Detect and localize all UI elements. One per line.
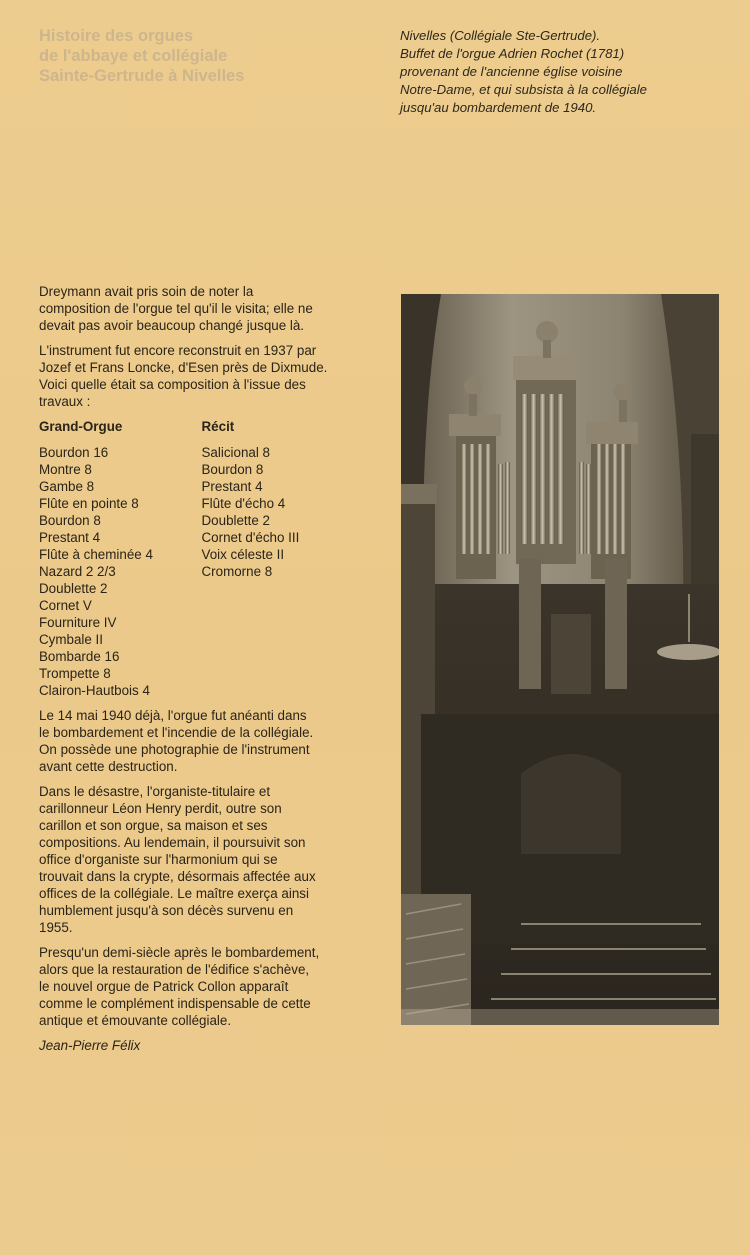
- stop-item: Flûte à cheminée 4: [39, 547, 153, 562]
- text-line: travaux :: [39, 394, 91, 409]
- paragraph-1: [39, 283, 364, 334]
- caption-line: jusqu'au bombardement de 1940.: [400, 100, 597, 115]
- text-line: avant cette destruction.: [39, 759, 178, 774]
- text-line: Dreymann avait pris soin de noter la: [39, 284, 254, 299]
- text-line: 1955.: [39, 920, 73, 935]
- grand-orgue-heading: Grand-Orgue: [39, 419, 123, 434]
- organ-photograph: [401, 294, 719, 1025]
- page-title: [39, 26, 339, 86]
- stop-item: Flûte en pointe 8: [39, 496, 139, 511]
- stop-item: Voix céleste II: [201, 547, 285, 562]
- text-line: le bombardement et l'incendie de la collégiale.: [39, 725, 314, 740]
- stop-item: Flûte d'écho 4: [201, 496, 286, 511]
- text-line: antique et émouvante collégiale.: [39, 1013, 232, 1028]
- stop-item: Gambe 8: [39, 479, 95, 494]
- stop-item: Cornet d'écho III: [201, 530, 300, 545]
- text-line: comme le complément indispensable de cette: [39, 996, 311, 1011]
- stop-item: Bourdon 8: [39, 513, 101, 528]
- title-line-1: Histoire des orgues: [39, 27, 194, 45]
- text-line: trouvait dans la crypte, désormais affectée aux: [39, 869, 316, 884]
- text-line: Dans le désastre, l'organiste-titulaire et: [39, 784, 271, 799]
- stop-item: Prestant 4: [201, 479, 263, 494]
- paragraph-5: [39, 944, 364, 1029]
- text-line: L'instrument fut encore reconstruit en 1937 par: [39, 343, 317, 358]
- paragraph-4: [39, 783, 364, 936]
- stop-item: Trompette 8: [39, 666, 111, 681]
- text-line: office d'organiste sur l'harmonium qui se: [39, 852, 278, 867]
- text-line: On possède une photographie de l'instrument: [39, 742, 310, 757]
- text-line: carillonneur Léon Henry perdit, outre son: [39, 801, 282, 816]
- stop-item: Bombarde 16: [39, 649, 120, 664]
- text-line: carillon et son orgue, sa maison et ses: [39, 818, 268, 833]
- organ-stop-list: [39, 418, 364, 699]
- caption-line: Buffet de l'orgue Adrien Rochet (1781): [400, 46, 625, 61]
- text-line: humblement jusqu'à son décès survenu en: [39, 903, 294, 918]
- caption-line: Nivelles (Collégiale Ste-Gertrude).: [400, 28, 601, 43]
- text-line: Voici quelle était sa composition à l'issue des: [39, 377, 306, 392]
- stop-item: Montre 8: [39, 462, 92, 477]
- caption-line: provenant de l'ancienne église voisine: [400, 64, 623, 79]
- author-signature: Jean-Pierre Félix: [39, 1038, 141, 1053]
- stop-item: Clairon-Hautbois 4: [39, 683, 150, 698]
- text-line: alors que la restauration de l'édifice s'achève,: [39, 962, 310, 977]
- stop-item: Prestant 4: [39, 530, 101, 545]
- paragraph-3: [39, 707, 364, 775]
- recit-column: [202, 418, 365, 699]
- stop-item: Doublette 2: [201, 513, 270, 528]
- text-line: Le 14 mai 1940 déjà, l'orgue fut anéanti dans: [39, 708, 307, 723]
- recit-heading: Récit: [201, 419, 235, 434]
- text-line: compositions. Au lendemain, il poursuivit son: [39, 835, 306, 850]
- stop-item: Cromorne 8: [201, 564, 273, 579]
- paragraph-2: [39, 342, 364, 410]
- grand-orgue-column: [39, 418, 202, 699]
- stop-item: Fourniture IV: [39, 615, 117, 630]
- text-line: devait pas avoir beaucoup changé jusque là.: [39, 318, 305, 333]
- title-line-3: Sainte-Gertrude à Nivelles: [39, 67, 245, 85]
- text-line: composition de l'orgue tel qu'il le visita; elle ne: [39, 301, 313, 316]
- text-line: Jozef et Frans Loncke, d'Esen près de Dixmude.: [39, 360, 328, 375]
- photo-caption: [400, 27, 730, 117]
- text-line: le nouvel orgue de Patrick Collon apparaît: [39, 979, 289, 994]
- stop-item: Bourdon 16: [39, 445, 109, 460]
- stop-item: Nazard 2 2/3: [39, 564, 116, 579]
- organ-photo-illustration: [401, 294, 719, 1025]
- stop-item: Bourdon 8: [201, 462, 264, 477]
- text-line: Presqu'un demi-siècle après le bombardement,: [39, 945, 320, 960]
- text-line: offices de la collégiale. Le maître exerça ainsi: [39, 886, 309, 901]
- stop-item: Cymbale II: [39, 632, 103, 647]
- stop-item: Doublette 2: [39, 581, 108, 596]
- article-body: [39, 283, 364, 1054]
- stop-item: Salicional 8: [201, 445, 270, 460]
- caption-line: Notre-Dame, et qui subsista à la collégiale: [400, 82, 648, 97]
- title-line-2: de l'abbaye et collégiale: [39, 47, 228, 65]
- stop-item: Cornet V: [39, 598, 92, 613]
